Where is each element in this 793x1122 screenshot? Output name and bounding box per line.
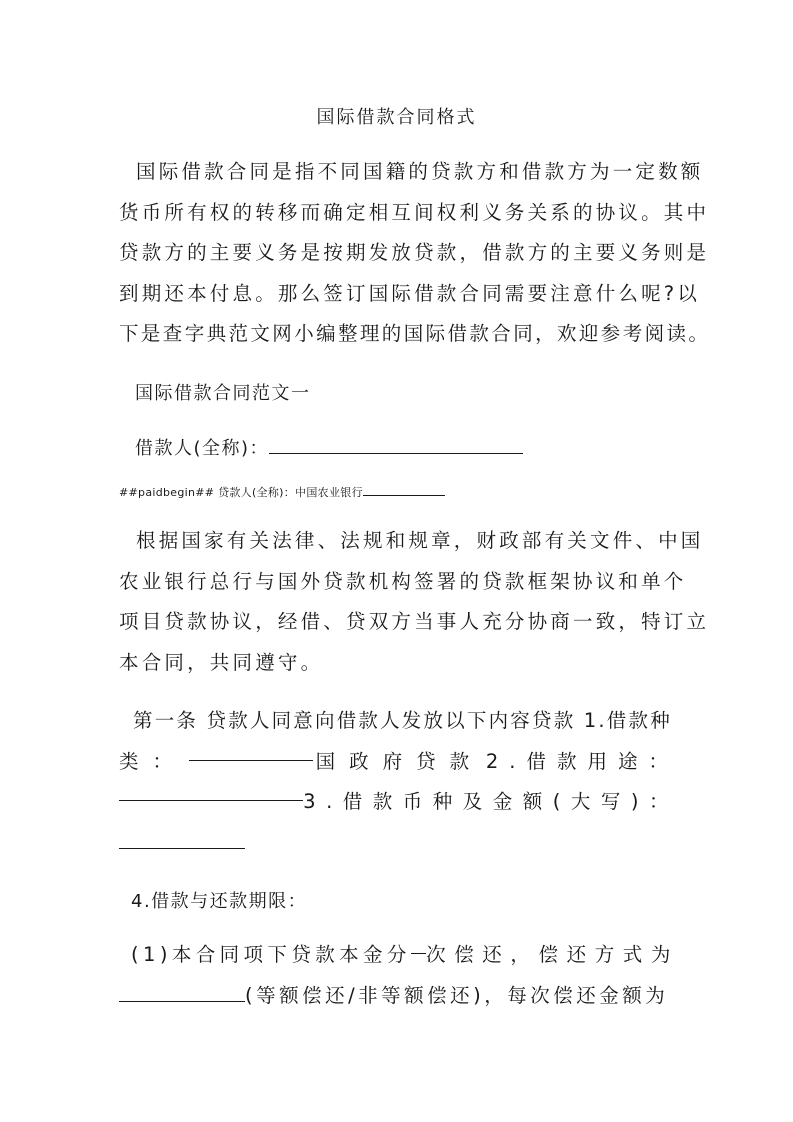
item-4-1-prefix: (1)本合同项下贷款本金分 [131, 943, 411, 966]
usage-blank [119, 782, 303, 801]
currency-blank-line [119, 823, 679, 864]
type-suffix: 国政府贷款 [315, 749, 484, 773]
article-1-line: 第一条 贷款人同意向借款人发放以下内容贷款 1.借款种 [133, 709, 672, 732]
borrower-label: 借款人(全称)： [135, 438, 270, 459]
basis-line: 农业银行总行与国外贷款机构签署的贷款框架协议和单个 [119, 569, 687, 593]
intro-paragraph [119, 152, 711, 355]
item-4-1-mid: 次偿还，偿还方式为 [426, 943, 679, 966]
item-4-1 [119, 935, 679, 1016]
lender-text: ##paidbegin## 贷款人(全称)：中国农业银行 [119, 486, 363, 499]
article-1 [119, 701, 679, 863]
item-4-1-options: (等额偿还/非等额偿还)，每次偿还金额为 [245, 983, 669, 1007]
currency-blank [119, 830, 245, 849]
currency-label: 3.借款币种及金额(大写)： [303, 790, 679, 813]
page-title: 国际借款合同格式 [316, 107, 477, 128]
borrower-blank [269, 435, 523, 454]
basis-paragraph [119, 521, 710, 683]
item-4-1-line [119, 935, 679, 976]
intro-line: 货币所有权的转移而确定相互间权利义务关系的协议。其中 [119, 200, 710, 224]
usage-label: 2.借款用途： [485, 749, 679, 773]
type-label: 类： [119, 749, 187, 773]
item-4: 4.借款与还款期限： [131, 891, 308, 912]
basis-line: 根据国家有关法律、法规和规章，财政部有关文件、中国 [136, 529, 704, 552]
intro-line: 到期还本付息。那么签订国际借款合同需要注意什么呢?以 [119, 281, 701, 305]
borrower-line [119, 429, 679, 470]
intro-line: 下是查字典范文网小编整理的国际借款合同，欢迎参考阅读。 [119, 322, 711, 345]
installments-blank [411, 935, 426, 954]
item-4-1-line-2 [119, 976, 679, 1017]
lender-blank [363, 486, 445, 496]
article-1-type-line [119, 742, 679, 783]
intro-line: 国际借款合同是指不同国籍的贷款方和借款方为一定数额 [136, 160, 704, 183]
basis-line: 项目贷款协议，经借、贷双方当事人充分协商一致，特订立 [119, 610, 710, 633]
basis-line: 本合同，共同遵守。 [119, 650, 324, 674]
lender-line [119, 484, 445, 500]
section-heading: 国际借款合同范文一 [135, 383, 311, 404]
article-1-currency-line [119, 782, 679, 823]
intro-line: 贷款方的主要义务是按期发放贷款，借款方的主要义务则是 [119, 241, 710, 264]
method-blank [119, 983, 245, 1002]
type-blank [189, 742, 313, 761]
